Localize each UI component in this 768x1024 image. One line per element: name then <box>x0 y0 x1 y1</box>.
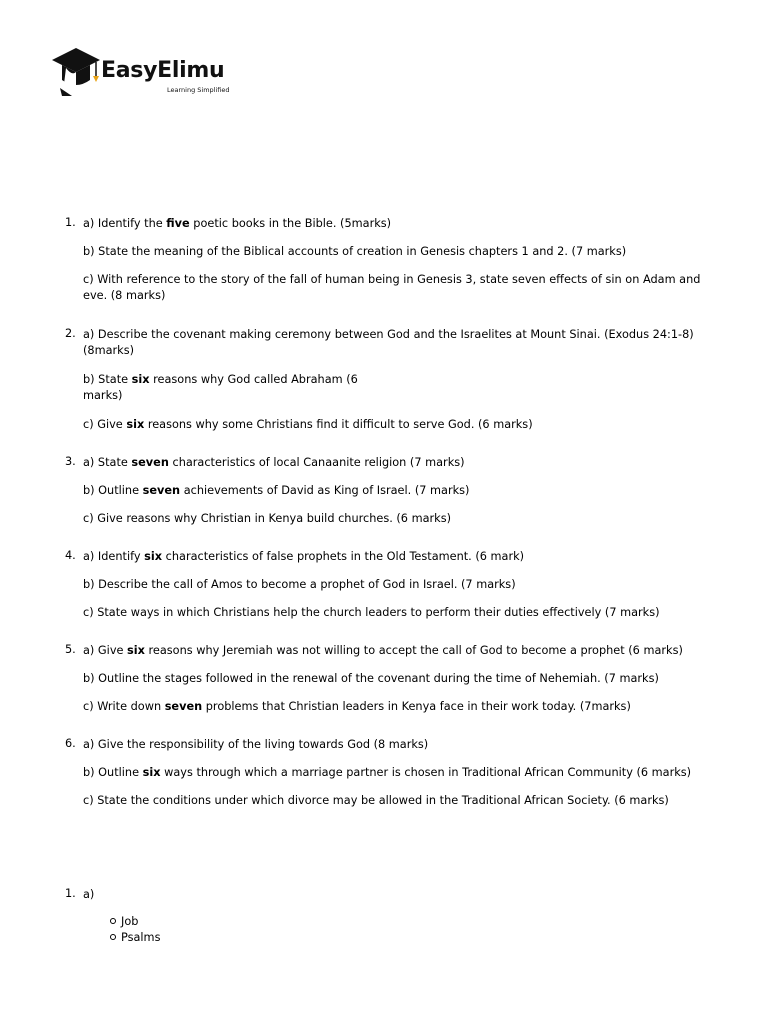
question-part: a) State seven characteristics of local Canaanite religion (7 marks) <box>83 456 465 469</box>
answer-number: 1. <box>65 887 76 900</box>
question-part: b) State the meaning of the Biblical accounts of creation in Genesis chapters 1 and 2. (7 marks) <box>83 245 627 258</box>
question-number: 2. <box>65 327 76 340</box>
easyelimu-logo <box>50 46 250 100</box>
question-part: c) Give six reasons why some Christians find it difficult to serve God. (6 marks) <box>83 418 533 431</box>
list-item: Job <box>110 915 138 928</box>
question-part: c) State ways in which Christians help the church leaders to perform their duties effectively (7 marks) <box>83 606 660 619</box>
answer-part-label: a) <box>83 888 95 901</box>
question-part: b) Outline the stages followed in the renewal of the covenant during the time of Nehemiah. (7 marks) <box>83 672 659 685</box>
question-part: b) State six reasons why God called Abraham (6 marks) <box>83 373 358 402</box>
question-part: a) Describe the covenant making ceremony between God and the Israelites at Mount Sinai. (Exodus 24:1-8) (8marks) <box>83 328 694 357</box>
question-part: a) Identify six characteristics of false prophets in the Old Testament. (6 mark) <box>83 550 525 563</box>
question-number: 5. <box>65 643 76 656</box>
question-part: c) Write down seven problems that Christian leaders in Kenya face in their work today. (7marks) <box>83 700 631 713</box>
list-item: Psalms <box>110 931 160 944</box>
question-part: c) Give reasons why Christian in Kenya build churches. (6 marks) <box>83 512 451 525</box>
question-number: 1. <box>65 216 76 229</box>
question-part: a) Give six reasons why Jeremiah was not willing to accept the call of God to become a prophet (6 marks) <box>83 644 683 657</box>
circle-bullet-icon <box>110 918 116 924</box>
question-number: 3. <box>65 455 76 468</box>
question-part: c) With reference to the story of the fall of human being in Genesis 3, state seven effects of sin on Adam and eve. (8 marks) <box>83 273 701 302</box>
circle-bullet-icon <box>110 934 116 940</box>
question-part: a) Identify the five poetic books in the Bible. (5marks) <box>83 217 392 230</box>
question-part: c) State the conditions under which divorce may be allowed in the Traditional African Society. (6 marks) <box>83 794 669 807</box>
brand-tagline: Learning Simplified <box>167 86 230 94</box>
question-number: 6. <box>65 737 76 750</box>
question-number: 4. <box>65 549 76 562</box>
brand-name: EasyElimu <box>101 58 225 83</box>
question-part: b) Outline seven achievements of David as King of Israel. (7 marks) <box>83 484 470 497</box>
question-part: b) Outline six ways through which a marriage partner is chosen in Traditional African Community (6 marks) <box>83 766 692 779</box>
question-part: a) Give the responsibility of the living towards God (8 marks) <box>83 738 429 751</box>
question-part: b) Describe the call of Amos to become a prophet of God in Israel. (7 marks) <box>83 578 516 591</box>
